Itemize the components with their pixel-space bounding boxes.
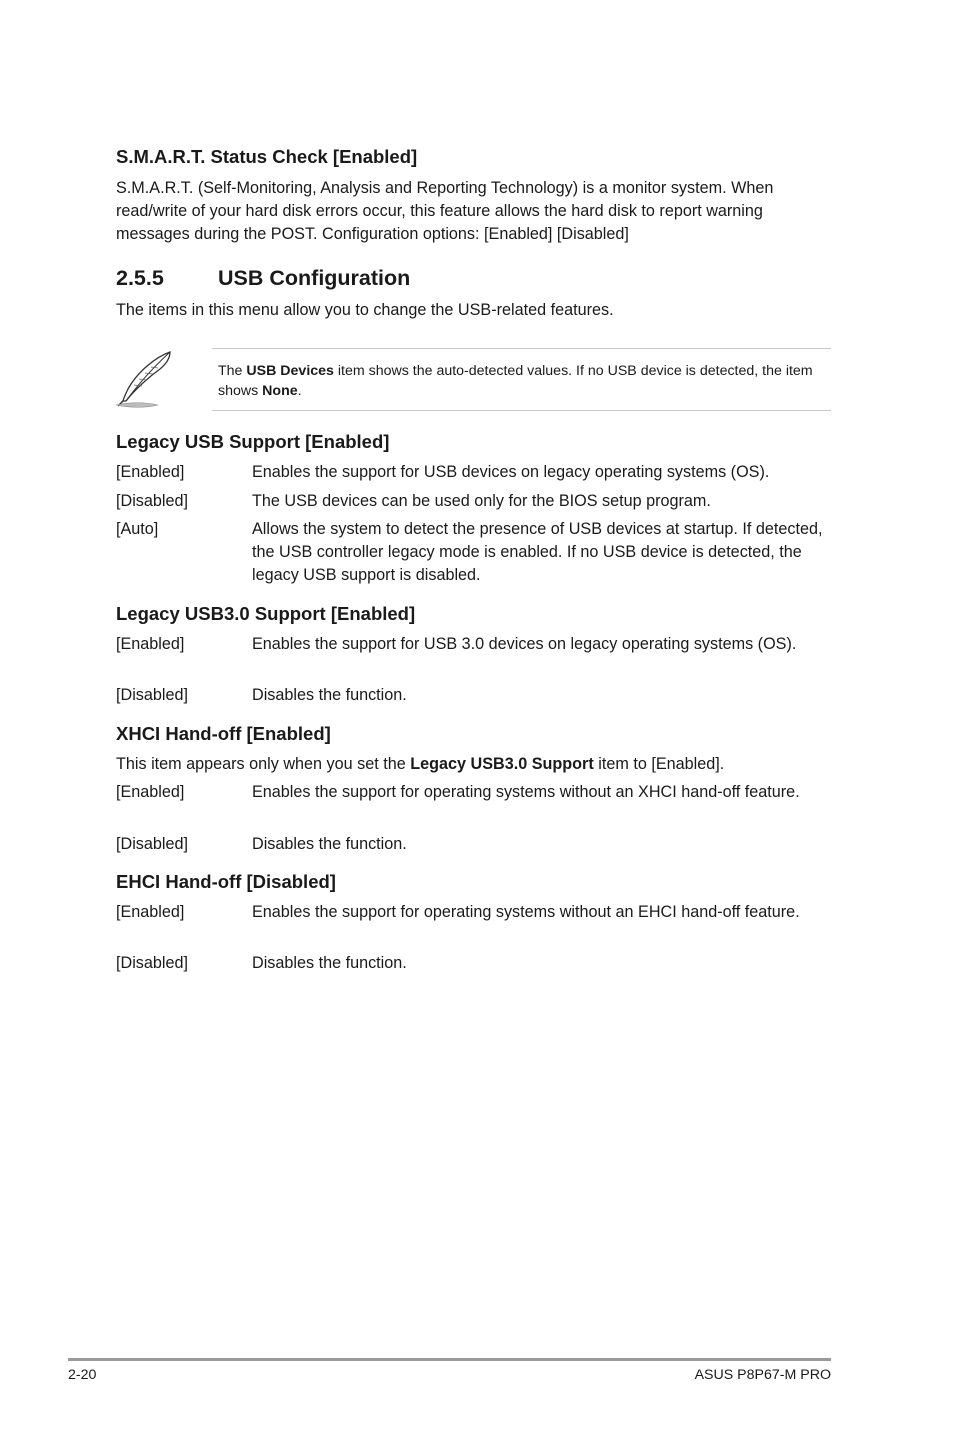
option-description: Disables the function. [252,835,407,853]
section-heading [116,266,410,291]
section-intro: The items in this menu allow you to change the USB-related features. [116,301,614,319]
note-box [212,348,831,411]
note-suffix: . [297,383,302,399]
smart-heading: S.M.A.R.T. Status Check [Enabled] [116,146,418,167]
option-key: [Enabled] [116,635,185,653]
option-key: [Disabled] [116,954,188,972]
ehci-heading: EHCI Hand-off [Disabled] [116,871,336,892]
option-key: [Enabled] [116,903,185,921]
option-description: Enables the support for operating systems without an EHCI hand-off feature. [252,903,800,921]
note-bold-usb-devices: USB Devices [246,363,334,379]
option-description: Allows the system to detect the presence of USB devices at startup. If detected, the USB controller legacy mode is enabled. If no USB device is detected, the legacy USB support is disabled. [252,520,823,584]
option-key: [Disabled] [116,835,188,853]
legacy-usb-heading: Legacy USB Support [Enabled] [116,431,390,452]
page-number: 2-20 [68,1367,97,1383]
note-bold-none: None [262,383,298,399]
product-name: ASUS P8P67-M PRO [694,1367,831,1383]
smart-description: S.M.A.R.T. (Self-Monitoring, Analysis and Reporting Technology) is a monitor system. When read/write of your hard disk errors occur, this feature allows the hard disk to report warning messages during the POST. Configuration options: [Enabled] [Disabled] [116,179,774,243]
option-key: [Enabled] [116,463,185,481]
xhci-intro-bold: Legacy USB3.0 Support [410,755,594,773]
section-number: 2.5.5 [116,266,164,290]
legacy-usb3-heading: Legacy USB3.0 Support [Enabled] [116,603,416,624]
option-description: Disables the function. [252,686,407,704]
option-key: [Disabled] [116,686,188,704]
note-text [218,361,824,401]
footer-divider [68,1358,831,1361]
xhci-intro [116,753,830,776]
option-key: [Enabled] [116,783,185,801]
option-description: Enables the support for USB devices on legacy operating systems (OS). [252,463,770,481]
xhci-heading: XHCI Hand-off [Enabled] [116,723,331,744]
option-key: [Auto] [116,520,159,538]
note-prefix: The [218,363,247,379]
section-title: USB Configuration [218,266,411,290]
option-description: Disables the function. [252,954,407,972]
xhci-intro-suffix: item to [Enabled]. [593,755,725,773]
pen-note-icon [112,349,174,409]
option-key: [Disabled] [116,492,188,510]
option-description: The USB devices can be used only for the BIOS setup program. [252,492,711,510]
option-description: Enables the support for operating systems without an XHCI hand-off feature. [252,783,800,801]
note-middle: item shows the auto-detected values. If no USB device is detected, the item shows [218,363,813,399]
xhci-intro-prefix: This item appears only when you set the [116,755,411,773]
option-description: Enables the support for USB 3.0 devices on legacy operating systems (OS). [252,635,797,653]
